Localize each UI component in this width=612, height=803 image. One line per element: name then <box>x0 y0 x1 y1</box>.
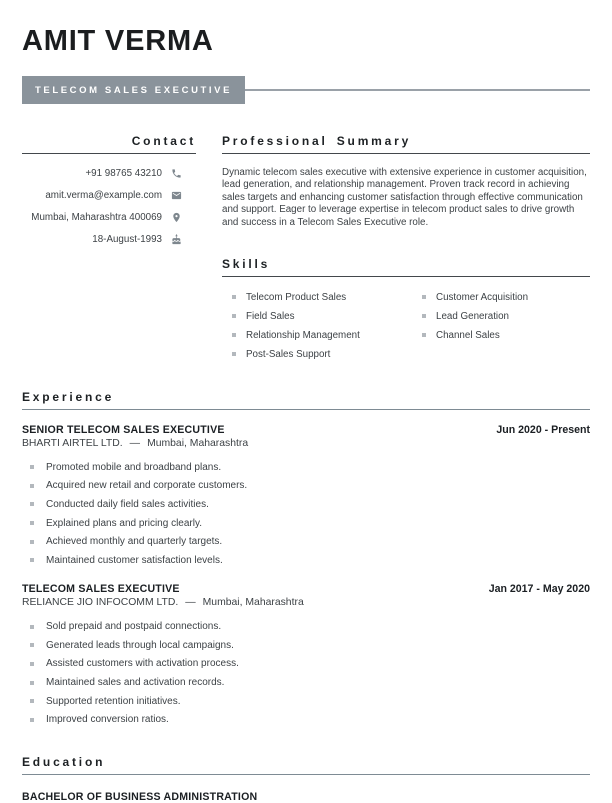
skill-label: Relationship Management <box>246 329 360 341</box>
email-address: amit.verma@example.com <box>45 190 162 202</box>
job-bullet <box>22 692 590 711</box>
header-divider-line <box>245 89 590 91</box>
bullet-icon <box>30 643 34 647</box>
bullet-icon <box>30 681 34 685</box>
skill-item <box>222 307 412 326</box>
bullet-text: Sold prepaid and postpaid connections. <box>46 621 222 633</box>
bullet-icon <box>422 295 426 299</box>
skill-label: Channel Sales <box>436 329 500 341</box>
job-bullet-list <box>22 458 590 570</box>
bullet-text: Promoted mobile and broadband plans. <box>46 461 222 473</box>
degree-title: BACHELOR OF BUSINESS ADMINISTRATION <box>22 791 258 803</box>
location-pin-icon <box>171 212 182 223</box>
contact-list <box>22 163 196 251</box>
job-bullet <box>22 477 590 496</box>
job-title: SENIOR TELECOM SALES EXECUTIVE <box>22 423 225 436</box>
job-title-badge: TELECOM SALES EXECUTIVE <box>22 76 245 104</box>
skills-section <box>222 257 590 364</box>
job-bullet <box>22 495 590 514</box>
experience-section <box>22 390 590 729</box>
contact-heading: Contact <box>22 134 196 154</box>
email-icon <box>171 190 182 201</box>
job-bullet-list <box>22 617 590 729</box>
bullet-text: Supported retention initiatives. <box>46 695 181 707</box>
contact-row-email <box>22 185 196 207</box>
contact-row-location <box>22 207 196 229</box>
job-location: Mumbai, Maharashtra <box>202 597 304 609</box>
bullet-icon <box>30 540 34 544</box>
skills-heading: Skills <box>222 257 590 277</box>
job-bullet <box>22 636 590 655</box>
summary-text: Dynamic telecom sales executive with extensive experience in customer acquisition, lead generation, and relationship management. Proven track record in achieving sales targets and enhancing customer satisfaction through effective communication and support. Eager to leverage expertise in telecom product sales to drive growth and success in a Telecom Sales Executive role. <box>222 166 587 228</box>
skill-label: Post-Sales Support <box>246 348 331 360</box>
job-header <box>22 583 590 595</box>
location-text: Mumbai, Maharashtra 400069 <box>31 212 162 224</box>
job-bullet <box>22 532 590 551</box>
bullet-icon <box>232 333 236 337</box>
education-heading: Education <box>22 755 590 775</box>
bullet-text: Conducted daily field sales activities. <box>46 498 209 510</box>
job-company-line <box>22 597 590 608</box>
skill-item <box>412 307 590 326</box>
bullet-icon <box>232 295 236 299</box>
skill-item <box>222 288 412 307</box>
summary-section <box>222 134 590 229</box>
bullet-icon <box>30 718 34 722</box>
education-section <box>22 755 590 803</box>
skill-label: Telecom Product Sales <box>246 291 347 303</box>
job-title: TELECOM SALES EXECUTIVE <box>22 583 180 596</box>
person-name: AMIT VERMA <box>22 25 214 57</box>
bullet-text: Assisted customers with activation process. <box>46 658 239 670</box>
skill-item <box>222 326 412 345</box>
birthday-cake-icon <box>171 234 182 245</box>
phone-icon <box>171 168 182 179</box>
bullet-icon <box>30 558 34 562</box>
separator-dash: — <box>129 437 141 449</box>
job-bullet <box>22 673 590 692</box>
bullet-icon <box>30 699 34 703</box>
contact-section <box>22 134 196 364</box>
two-column-area <box>22 134 590 364</box>
skills-list <box>222 288 590 364</box>
job-header <box>22 424 590 436</box>
skill-label: Lead Generation <box>436 310 509 322</box>
job-dates: Jan 2017 - May 2020 <box>488 583 590 596</box>
job-bullet <box>22 710 590 729</box>
job-bullet <box>22 514 590 533</box>
skill-item <box>222 345 412 364</box>
birth-date: 18-August-1993 <box>92 234 162 246</box>
bullet-text: Maintained customer satisfaction levels. <box>46 554 223 566</box>
bullet-text: Achieved monthly and quarterly targets. <box>46 536 223 548</box>
job-bullet <box>22 617 590 636</box>
resume-header <box>22 26 590 104</box>
bullet-icon <box>30 502 34 506</box>
bullet-icon <box>30 662 34 666</box>
job-bullet <box>22 655 590 674</box>
badge-row <box>22 76 590 104</box>
job-entry <box>22 583 590 729</box>
bullet-text: Acquired new retail and corporate customers. <box>46 480 248 492</box>
bullet-text: Maintained sales and activation records. <box>46 677 225 689</box>
job-entry <box>22 424 590 570</box>
bullet-text: Explained plans and pricing clearly. <box>46 517 203 529</box>
skill-item <box>412 326 590 345</box>
skill-label: Field Sales <box>246 310 295 322</box>
company-name: RELIANCE JIO INFOCOMM LTD. <box>22 597 179 609</box>
bullet-icon <box>30 521 34 525</box>
bullet-icon <box>232 352 236 356</box>
bullet-text: Generated leads through local campaigns. <box>46 639 234 651</box>
skill-label: Customer Acquisition <box>436 291 529 303</box>
job-dates: Jun 2020 - Present <box>496 423 590 436</box>
contact-row-phone <box>22 163 196 185</box>
contact-row-birthday <box>22 229 196 251</box>
bullet-icon <box>422 333 426 337</box>
bullet-icon <box>30 484 34 488</box>
bullet-icon <box>30 465 34 469</box>
bullet-text: Improved conversion ratios. <box>46 714 169 726</box>
right-column <box>222 134 590 364</box>
summary-heading: Professional Summary <box>222 134 590 154</box>
bullet-icon <box>30 625 34 629</box>
bullet-icon <box>422 314 426 318</box>
job-bullet <box>22 551 590 570</box>
skill-item <box>412 288 590 307</box>
job-location: Mumbai, Maharashtra <box>147 437 249 449</box>
experience-heading: Experience <box>22 390 590 410</box>
job-company-line <box>22 438 590 449</box>
bullet-icon <box>232 314 236 318</box>
job-bullet <box>22 458 590 477</box>
company-name: BHARTI AIRTEL LTD. <box>22 437 123 449</box>
separator-dash: — <box>185 597 196 609</box>
phone-number: +91 98765 43210 <box>85 168 162 180</box>
